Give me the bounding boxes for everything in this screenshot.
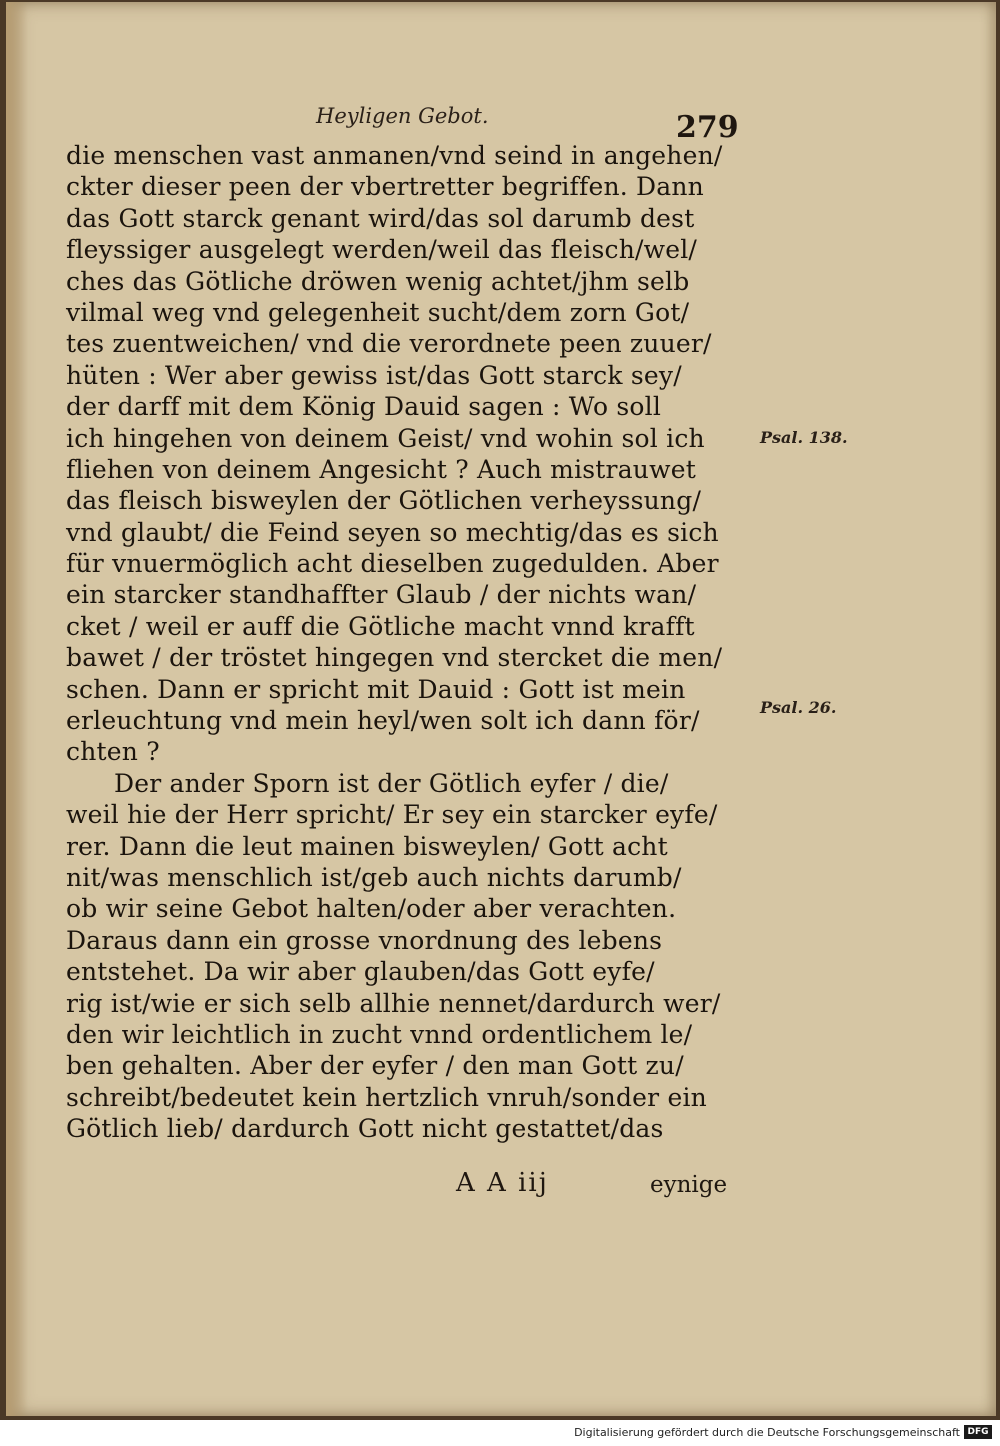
text-line: fleyssiger ausgelegt werden/weil das fleisch/wel/ [66,235,698,265]
text-line: das Gott starck genant wird/das sol darumb dest [66,203,695,233]
text-line: rig ist/wie er sich selb allhie nennet/dardurch wer/ [66,988,721,1018]
page-number: 279 [676,110,739,145]
credit-bar [0,1420,1000,1446]
text-line: den wir leichtlich in zucht vnnd ordentlichem le/ [66,1019,693,1049]
text-line: ein starcker standhaffter Glaub / der nichts wan/ [66,580,697,610]
text-line: cket / weil er auff die Götliche macht vnnd krafft [66,611,695,641]
body-text [66,140,756,1145]
text-line: die menschen vast anmanen/vnd seind in angehen/ [66,141,723,170]
text-line: entstehet. Da wir aber glauben/das Gott eyfe/ [66,957,655,987]
text-line: schreibt/bedeutet kein hertzlich vnruh/sonder ein [66,1082,707,1112]
text-line: erleuchtung vnd mein heyl/wen solt ich dann för/ [66,706,700,736]
text-line: tes zuentweichen/ vnd die verordnete peen zuuer/ [66,329,712,359]
text-line: rer. Dann die leut mainen bisweylen/ Gott acht [66,831,668,861]
text-line: ckter dieser peen der vbertretter begriffen. Dann [66,172,704,202]
page-footer [0,1166,1000,1206]
text-line: ich hingehen von deinem Geist/ vnd wohin sol ich [66,423,705,453]
text-line: bawet / der tröstet hingegen vnd stercket die men/ [66,643,723,673]
text-line: hüten : Wer aber gewiss ist/das Gott starck sey/ [66,360,682,390]
text-line: fliehen von deinem Angesicht ? Auch mistrauwet [66,454,696,484]
running-head: Heyligen Gebot. [316,104,489,128]
page-header [0,100,1000,145]
catchword: eynige [650,1172,728,1198]
text-line: Götlich lieb/ dardurch Gott nicht gestattet/das [66,1114,664,1144]
text-line-paragraph-start: Der ander Sporn ist der Götlich eyfer / die/ [114,768,669,798]
text-line: vilmal weg vnd gelegenheit sucht/dem zorn Got/ [66,297,690,327]
signature-mark: A A iij [456,1168,549,1198]
text-line: schen. Dann er spricht mit Dauid : Gott ist mein [66,674,686,704]
text-line: der darff mit dem König Dauid sagen : Wo soll [66,392,662,422]
text-line: vnd glaubt/ die Feind seyen so mechtig/das es sich [66,517,719,547]
text-line: Daraus dann ein grosse vnordnung des lebens [66,925,663,955]
dfg-logo: DFG [964,1425,992,1439]
margin-note-psalm-138: Psal. 138. [760,428,848,447]
margin-note-psalm-26: Psal. 26. [760,698,837,717]
text-line: chten ? [66,737,160,767]
text-line: das fleisch bisweylen der Götlichen verheyssung/ [66,486,702,516]
text-line: ben gehalten. Aber der eyfer / den man Gott zu/ [66,1051,684,1081]
text-line: ches das Götliche dröwen wenig achtet/jhm selb [66,266,690,296]
digitization-credit: Digitalisierung gefördert durch die Deutsche Forschungsgemeinschaft [574,1426,960,1439]
text-line: weil hie der Herr spricht/ Er sey ein starcker eyfe/ [66,800,718,830]
text-line: für vnuermöglich acht dieselben zugedulden. Aber [66,549,719,579]
text-line: ob wir seine Gebot halten/oder aber verachten. [66,894,677,924]
text-line: nit/was menschlich ist/geb auch nichts darumb/ [66,862,682,892]
